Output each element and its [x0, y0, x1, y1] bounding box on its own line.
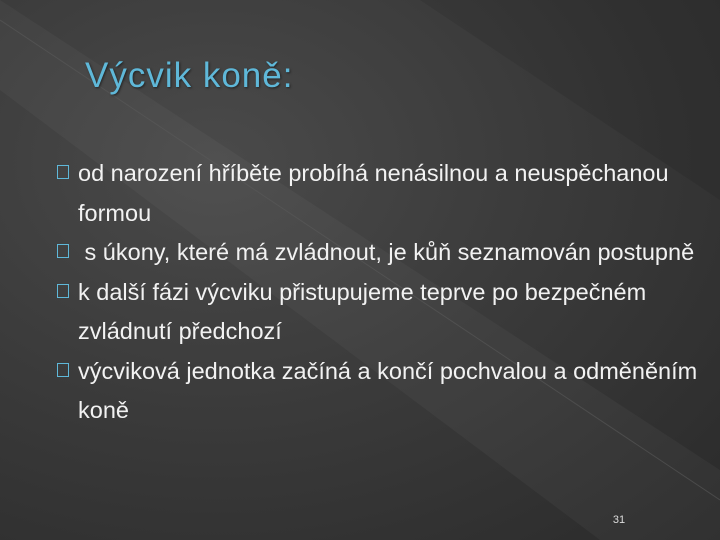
bullet-text: k další fázi výcviku přistupujeme teprve po bezpečném zvládnutí předchozí: [78, 278, 647, 344]
bullet-text: výcviková jednotka začíná a končí pochvalou a odměněním koně: [78, 357, 698, 423]
page-number: 31: [612, 514, 626, 526]
bullet-item: [57, 154, 707, 233]
square-bullet-icon: [57, 284, 69, 298]
bullet-item: [57, 233, 707, 273]
bullet-text: s úkony, které má zvládnout, je kůň seznamován postupně: [78, 239, 695, 265]
bullet-item: [57, 273, 707, 352]
square-bullet-icon: [57, 244, 69, 258]
bullet-list: [57, 154, 707, 431]
bullet-item: [57, 352, 707, 431]
square-bullet-icon: [57, 363, 69, 377]
slide-title: Výcvik koně:: [85, 56, 294, 95]
bullet-text: od narození hříběte probíhá nenásilnou a neuspěchanou formou: [78, 160, 669, 226]
square-bullet-icon: [57, 165, 69, 179]
